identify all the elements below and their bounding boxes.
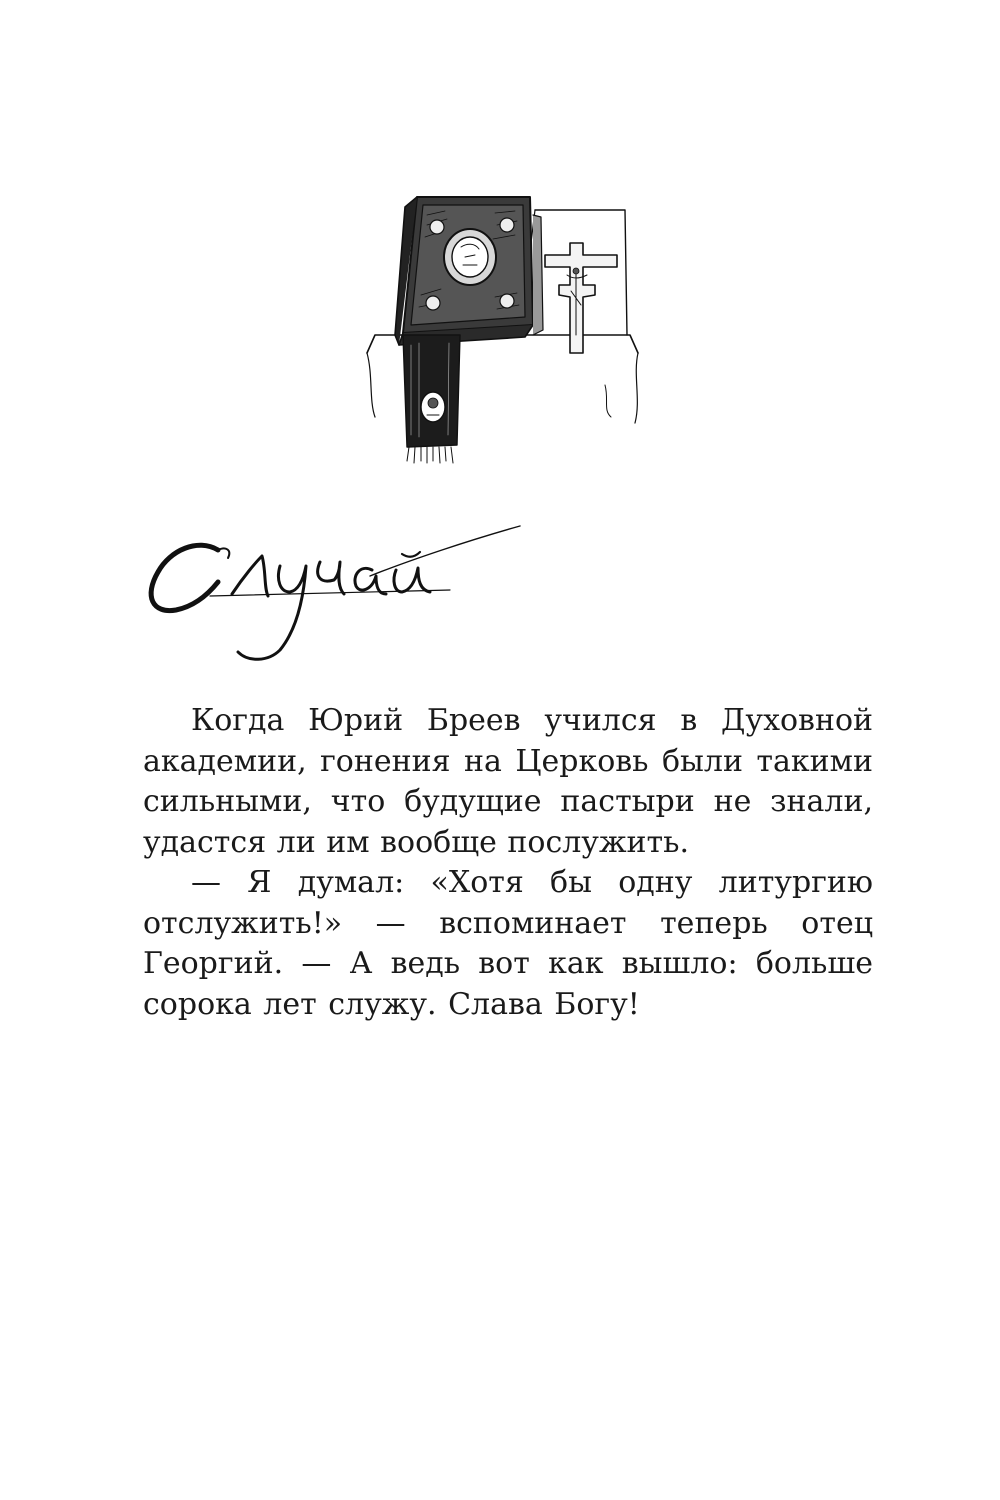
chapter-body [143, 701, 873, 1025]
gospel-book-with-cross-icon [355, 185, 655, 475]
paragraph: — Я думал: «Хотя бы одну литургию отслужить!» — вспоминает теперь отец Георгий. — А ведь вот как вышло: больше сорока лет служу. Слава Богу! [143, 865, 873, 1022]
chapter-title [140, 510, 540, 670]
paragraph: Когда Юрий Бреев учился в Духовной академии, гонения на Церковь были такими сильными, что будущие пастыри не знали, удастся ли им вообще послужить. [143, 703, 873, 860]
